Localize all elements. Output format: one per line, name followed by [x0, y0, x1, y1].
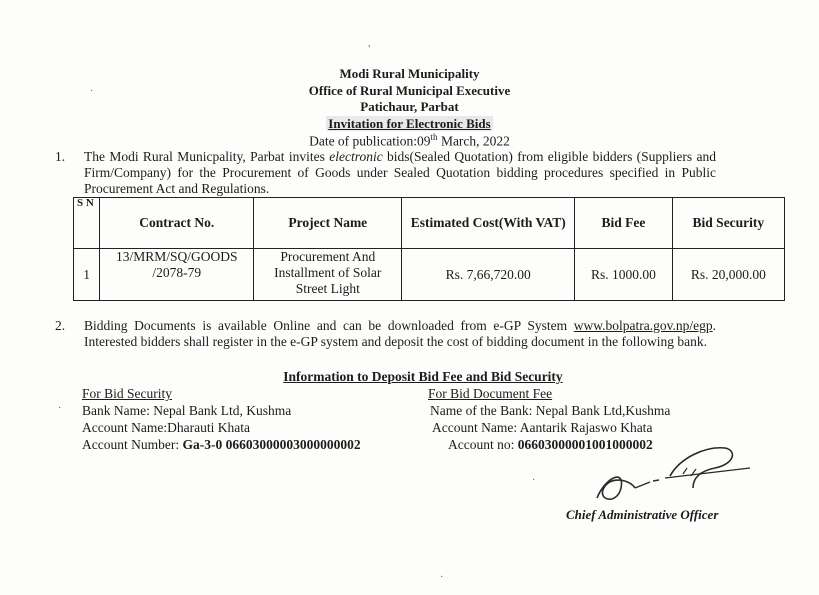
publication-date: Date of publication:09th March, 2022 — [309, 132, 510, 149]
scan-speck: · — [532, 475, 536, 486]
signatory-title: Chief Administrative Officer — [566, 507, 719, 522]
para1-number: 1. — [55, 149, 66, 164]
header-project-name: Project Name — [254, 198, 402, 249]
row-bid-security: Rs. 20,000.00 — [672, 249, 784, 301]
document-fee-heading: For Bid Document Fee — [428, 386, 553, 401]
para2-number: 2. — [55, 318, 66, 333]
row-estimated-cost: Rs. 7,66,720.00 — [402, 249, 575, 301]
notice-title-text: Invitation for Electronic Bids — [328, 116, 491, 131]
bid-security-heading: For Bid Security — [82, 386, 172, 401]
row-bid-fee: Rs. 1000.00 — [575, 249, 673, 301]
row-sn: 1 — [74, 249, 100, 301]
scan-speck: · — [90, 86, 94, 97]
para1-text: The Modi Rural Municpality, Parbat invites electronic bids(Sealed Quotation) from eligible bidders (Suppliers and Firm/Company) for the Procurement of Goods under Sealed Quotation bidding procedures specified in Public Procurement Act and Regulations. — [84, 149, 716, 196]
office-name: Office of Rural Municipal Executive — [308, 83, 511, 98]
header-estimated-cost: Estimated Cost(With VAT) — [402, 198, 575, 249]
row-project-name: Procurement And Installment of Solar Street Light — [254, 249, 402, 301]
para2-text: Bidding Documents is available Online and can be downloaded from e-GP System www.bolpatra.gov.np/egp. Interested bidders shall register in the e-GP system and deposit the cost of bidding document in the following bank. — [84, 318, 716, 349]
header-bid-security: Bid Security — [672, 198, 784, 249]
bid-table — [73, 197, 785, 301]
table-header-row — [74, 198, 785, 249]
header-sn: S N — [74, 198, 100, 249]
document-fee-bank: Name of the Bank: Nepal Bank Ltd,Kushma — [430, 403, 671, 418]
signature-scribble — [575, 438, 765, 514]
header-contract-no: Contract No. — [100, 198, 254, 249]
scan-speck: , — [368, 38, 371, 49]
bid-security-account-number: Account Number: Ga-3-0 06603000003000000002 — [82, 437, 361, 452]
bid-security-account-name: Account Name:Dharauti Khata — [82, 420, 250, 435]
municipality-name: Modi Rural Municipality — [339, 66, 480, 81]
table-row — [74, 249, 785, 301]
bid-security-bank: Bank Name: Nepal Bank Ltd, Kushma — [82, 403, 292, 418]
deposit-title: Information to Deposit Bid Fee and Bid Security — [283, 369, 563, 384]
header-bid-fee: Bid Fee — [575, 198, 673, 249]
notice-title — [0, 116, 819, 132]
egp-link[interactable]: www.bolpatra.gov.np/egp — [573, 318, 713, 333]
office-address: Patichaur, Parbat — [360, 99, 459, 114]
document-fee-account-number: Account no: 06603000001001000002 — [448, 437, 653, 452]
row-contract-no: 13/MRM/SQ/GOODS /2078-79 — [100, 249, 254, 301]
document-fee-account-name: Account Name: Aantarik Rajaswo Khata — [432, 420, 653, 435]
scan-speck: · — [440, 572, 444, 583]
scan-speck: · — [58, 403, 62, 414]
bid-security-account — [82, 385, 412, 453]
